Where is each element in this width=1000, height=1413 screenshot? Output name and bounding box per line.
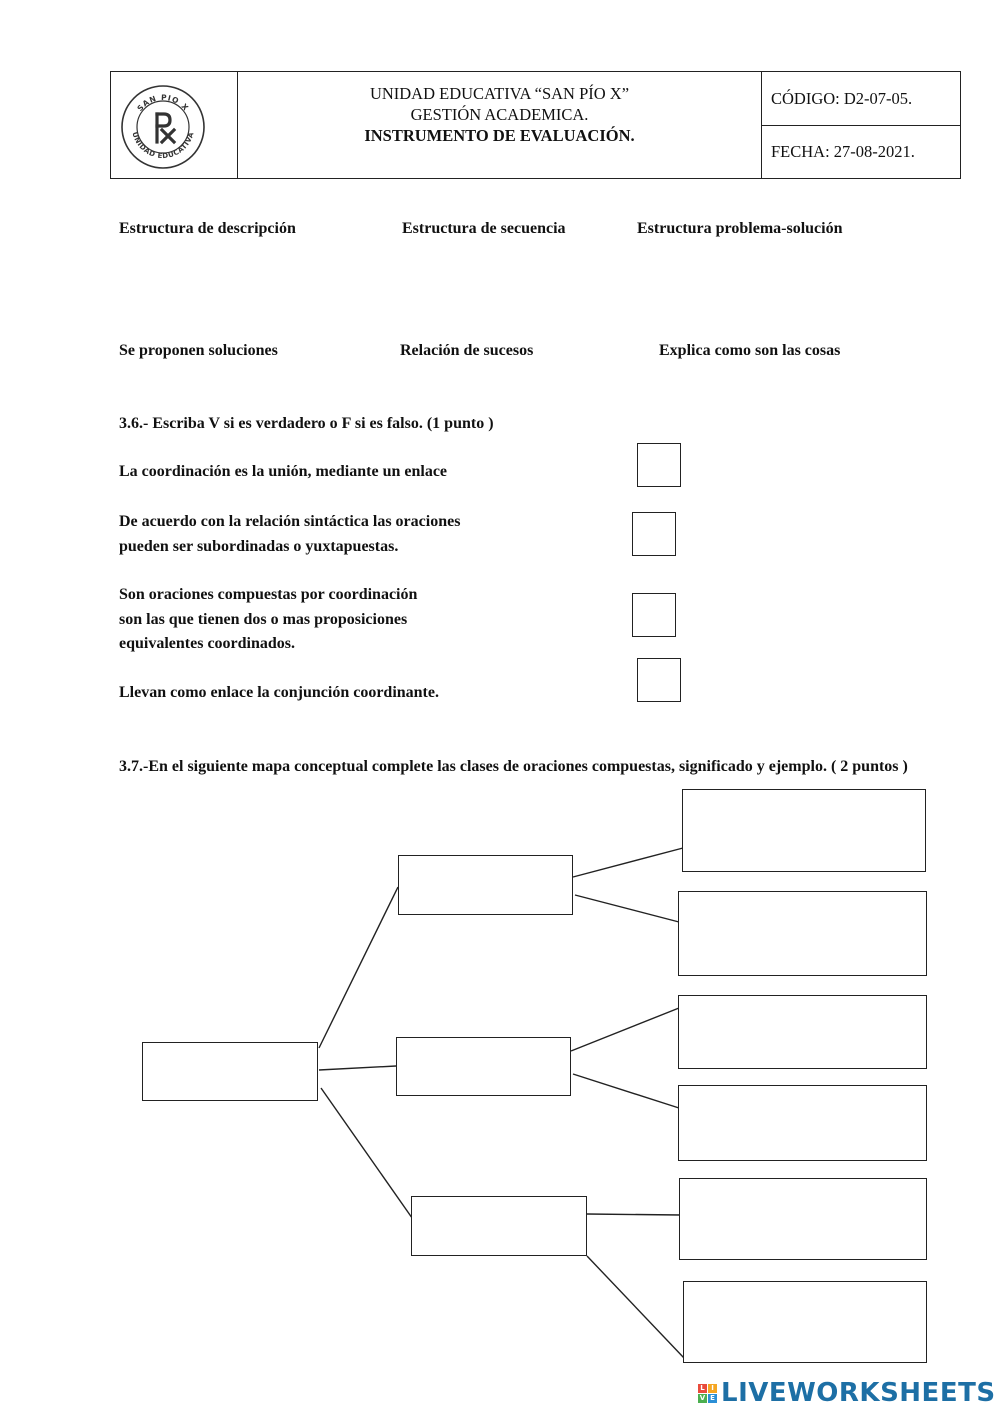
- px-monogram-icon: [157, 114, 174, 142]
- concept-map-leaf-3-2-box[interactable]: [683, 1281, 927, 1363]
- concept-map-leaf-1-1-box[interactable]: [682, 789, 926, 872]
- tf-statement-1: [119, 460, 447, 485]
- tf-statement-2: [119, 510, 460, 559]
- connector-branch-1-leaf-1: [573, 848, 683, 877]
- code-cell: CÓDIGO: D2-07-05.: [771, 89, 913, 108]
- brand-letter-l: L: [698, 1384, 707, 1393]
- school-seal-logo: [120, 84, 206, 170]
- document-header: [110, 71, 961, 179]
- structure-heading-sequence: Estructura de secuencia: [402, 220, 566, 237]
- date-cell: FECHA: 27-08-2021.: [762, 125, 960, 178]
- concept-map-instruction: 3.7.-En el siguiente mapa conceptual complete las clases de oraciones compuestas, significado y ejemplo. ( 2 puntos ): [119, 758, 908, 775]
- structure-definition-2[interactable]: Relación de sucesos: [400, 342, 534, 359]
- concept-map-branch-2-box[interactable]: [396, 1037, 571, 1096]
- tf-statement-3: [119, 583, 417, 657]
- true-false-instruction: 3.6.- Escriba V si es verdadero o F si es falso. (1 punto ): [119, 415, 494, 432]
- brand-letter-v: V: [699, 1393, 706, 1402]
- brand-letter-i: I: [708, 1384, 717, 1393]
- structure-definition-3[interactable]: Explica como son las cosas: [659, 342, 841, 359]
- connector-branch-3-leaf-2: [587, 1256, 684, 1358]
- connector-root-branch-3: [321, 1088, 417, 1225]
- svg-text:SAN PIO X: [135, 93, 190, 113]
- liveworksheets-logo-icon: [698, 1384, 717, 1403]
- school-name: UNIDAD EDUCATIVA “SAN PÍO X”: [369, 84, 630, 103]
- tf-answer-box-1[interactable]: [637, 443, 681, 487]
- structure-heading-problem-solution: Estructura problema-solución: [637, 220, 843, 237]
- logo-cell: [111, 72, 238, 178]
- document-type: INSTRUMENTO DE EVALUACIÓN.: [364, 126, 635, 145]
- tf-answer-box-2[interactable]: [632, 512, 676, 556]
- department-name: GESTIÓN ACADEMICA.: [410, 105, 589, 124]
- concept-map-leaf-1-2-box[interactable]: [678, 891, 927, 976]
- concept-map-root-box[interactable]: [142, 1042, 318, 1101]
- concept-map-leaf-2-2-box[interactable]: [678, 1085, 927, 1161]
- tf-statement-4: [119, 681, 439, 706]
- seal-bottom-text: UNIDAD EDUCATIVA: [130, 131, 196, 161]
- svg-text:UNIDAD EDUCATIVA: [130, 131, 195, 160]
- tf-statement-1-line-1: La coordinación es la unión, mediante un enlace: [119, 463, 448, 480]
- connector-branch-3-leaf-1: [587, 1214, 681, 1215]
- connector-branch-2-leaf-1: [571, 1008, 679, 1051]
- tf-statement-2-line-1: De acuerdo con la relación sintáctica las oraciones: [119, 513, 461, 530]
- tf-statement-3-line-1: Son oraciones compuestas por coordinación: [119, 586, 418, 603]
- liveworksheets-wordmark: LIVEWORKSHEETS: [721, 1378, 996, 1408]
- connector-root-branch-1: [319, 887, 398, 1048]
- title-cell: [238, 72, 762, 178]
- seal-top-text: SAN PIO X: [135, 92, 191, 113]
- concept-map-leaf-2-1-box[interactable]: [678, 995, 927, 1069]
- structure-heading-description: Estructura de descripción: [119, 220, 296, 237]
- structure-definition-1[interactable]: Se proponen soluciones: [119, 342, 278, 359]
- connector-branch-2-leaf-2: [573, 1074, 679, 1108]
- liveworksheets-brand: [698, 1378, 996, 1408]
- tf-statement-3-line-2: son las que tienen dos o mas proposiciones: [119, 610, 408, 628]
- tf-statement-4-line-1: Llevan como enlace la conjunción coordinante.: [119, 684, 439, 701]
- tf-answer-box-3[interactable]: [632, 593, 676, 637]
- brand-letter-e: E: [708, 1394, 717, 1403]
- tf-answer-box-4[interactable]: [637, 658, 681, 702]
- concept-map-branch-3-box[interactable]: [411, 1196, 587, 1256]
- connector-branch-1-leaf-2: [575, 895, 679, 922]
- concept-map-branch-1-box[interactable]: [398, 855, 573, 915]
- connector-root-branch-2: [319, 1066, 396, 1070]
- tf-statement-2-line-2: pueden ser subordinadas o yuxtapuestas.: [119, 537, 399, 555]
- tf-statement-3-line-3: equivalentes coordinados.: [119, 635, 296, 652]
- concept-map-leaf-3-1-box[interactable]: [679, 1178, 927, 1260]
